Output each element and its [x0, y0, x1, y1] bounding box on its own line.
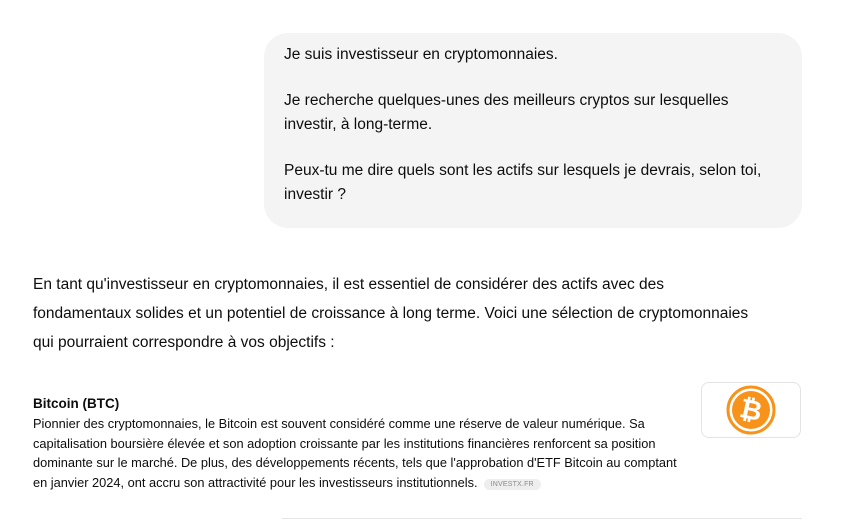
- divider: [282, 518, 802, 519]
- crypto-item-bitcoin: [33, 394, 688, 492]
- user-message-paragraph: Je suis investisseur en cryptomonnaies.: [284, 46, 558, 63]
- user-message-bubble: [264, 33, 802, 228]
- source-citation-pill[interactable]: INVESTX.FR: [484, 479, 541, 490]
- user-message-paragraph: Peux-tu me dire quels sont les actifs sur lesquels je devrais, selon toi, investir ?: [284, 162, 762, 203]
- crypto-item-description-text: Pionnier des cryptomonnaies, le Bitcoin est souvent considéré comme une réserve de valeur numérique. Sa capitalisation boursière élevée et son adoption croissante par les institutions financières renforcent sa position dominante sur le marché. De plus, des développements récents, tels que l'approbation d'ETF Bitcoin au comptant en janvier 2024, ont accru son attractivité pour les investisseurs institutionnels.: [33, 416, 677, 490]
- crypto-item-title: Bitcoin (BTC): [33, 396, 120, 411]
- assistant-intro-text: En tant qu'investisseur en cryptomonnaies, il est essentiel de considérer des actifs avec des fondamentaux solides et un potentiel de croissance à long terme. Voici une sélection de cryptomonnaies qui pourraient correspondre à vos objectifs :: [33, 276, 749, 351]
- bitcoin-logo-icon: [725, 384, 777, 436]
- svg-text:₿: ₿: [737, 393, 765, 427]
- crypto-item-description: [33, 414, 688, 492]
- bitcoin-image-thumbnail[interactable]: [701, 382, 801, 438]
- user-message-paragraph: Je recherche quelques-unes des meilleurs cryptos sur lesquelles investir, à long-terme.: [284, 92, 729, 133]
